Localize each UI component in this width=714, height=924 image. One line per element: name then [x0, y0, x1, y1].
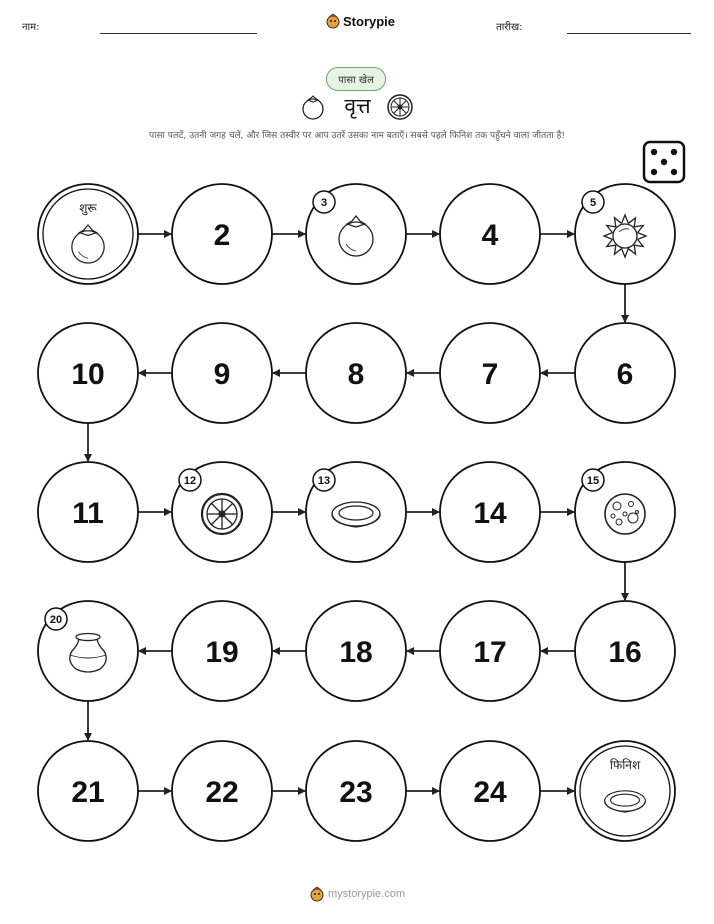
space-number: 15 — [586, 475, 600, 487]
board-space-15 — [575, 462, 675, 562]
space-number: 5 — [589, 197, 597, 209]
board-space-21 — [38, 741, 138, 841]
space-circle — [38, 184, 138, 284]
page-title: वृत्त — [344, 94, 371, 118]
space-number: 9 — [213, 358, 231, 391]
footer-url: mystorypie.com — [328, 888, 406, 900]
board-space-16 — [575, 601, 675, 701]
board-space-2 — [172, 184, 272, 284]
space-number: 22 — [205, 776, 239, 809]
finish-label: फिनिश — [609, 758, 641, 772]
date-label: तारीख: — [496, 22, 523, 33]
space-number: 7 — [481, 358, 499, 391]
board-space-17 — [440, 601, 540, 701]
board-space-19 — [172, 601, 272, 701]
space-number: 12 — [183, 475, 197, 487]
space-number: 13 — [317, 475, 331, 487]
board-space-14 — [440, 462, 540, 562]
board-space-20 — [38, 601, 138, 701]
board-space-12 — [172, 462, 272, 562]
space-number: 24 — [473, 776, 507, 809]
space-number: 16 — [608, 636, 642, 669]
space-number: 10 — [71, 358, 105, 391]
space-number: 21 — [71, 776, 105, 809]
board-space-5 — [575, 184, 675, 284]
instructions-text: पासा पलटें, उतनी जगह चलें, और जिस तस्वीर पर आप उतरें उसका नाम बताएँ। सबसे पहले फिनिश तक पहुँचने वाला जीतता है! — [149, 131, 565, 141]
space-number: 2 — [213, 219, 231, 252]
wheel-icon — [202, 494, 242, 534]
board-space-1 — [38, 184, 138, 284]
board-space-10 — [38, 323, 138, 423]
space-number: 3 — [320, 197, 328, 209]
board-space-23 — [306, 741, 406, 841]
name-label: नाम: — [22, 22, 40, 33]
space-number: 6 — [616, 358, 634, 391]
space-number: 4 — [481, 219, 499, 252]
board-space-8 — [306, 323, 406, 423]
board-space-24 — [440, 741, 540, 841]
board-space-7 — [440, 323, 540, 423]
board-space-25 — [575, 741, 675, 841]
space-number: 11 — [72, 497, 104, 530]
board-space-4 — [440, 184, 540, 284]
space-number: 17 — [473, 636, 507, 669]
space-number: 20 — [49, 614, 63, 626]
start-label: शुरू — [79, 201, 97, 215]
board-space-11 — [38, 462, 138, 562]
board-space-18 — [306, 601, 406, 701]
game-type-badge: पासा खेल — [326, 67, 386, 91]
space-number: 23 — [339, 776, 373, 809]
board-space-22 — [172, 741, 272, 841]
space-number: 14 — [473, 497, 507, 530]
space-number: 8 — [347, 358, 365, 391]
board-space-6 — [575, 323, 675, 423]
space-number: 19 — [205, 636, 239, 669]
board-space-13 — [306, 462, 406, 562]
brand-name: Storypie — [343, 13, 396, 29]
board-space-3 — [306, 184, 406, 284]
space-number: 18 — [339, 636, 373, 669]
mascot-icon — [310, 886, 324, 902]
footer — [310, 886, 405, 902]
dice-icon — [644, 142, 684, 182]
board-space-9 — [172, 323, 272, 423]
